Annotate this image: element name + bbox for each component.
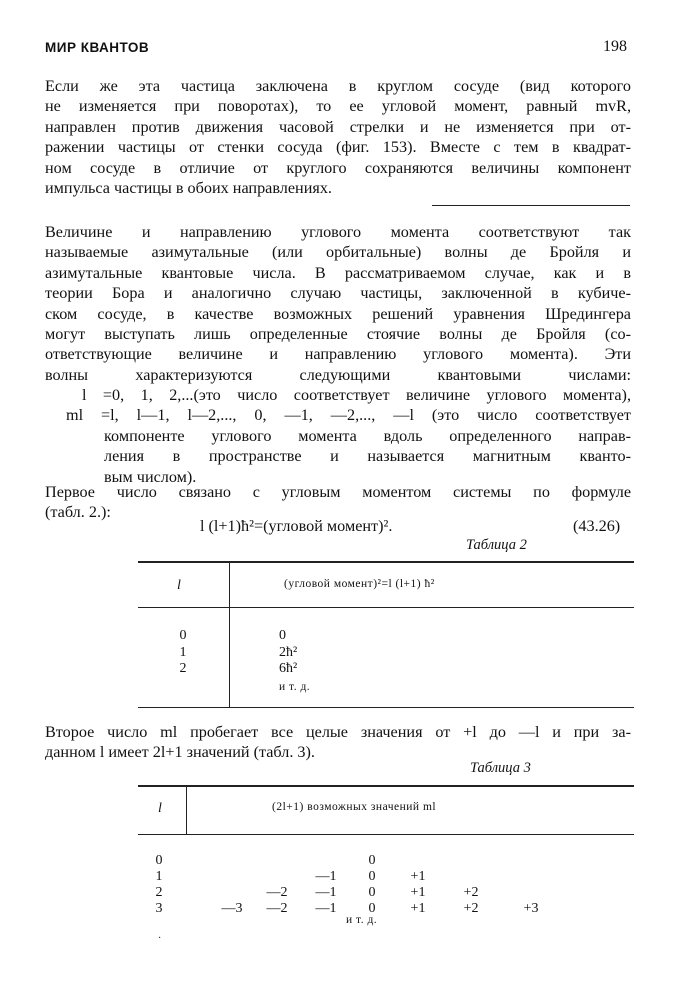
- text-line: азимутальные квантовые числа. В рассматриваемом случае, как и в: [45, 263, 631, 282]
- table-3-header-rule: [138, 834, 634, 835]
- table-cell: —2: [266, 885, 288, 900]
- text-line: волны характеризуются следующими квантовыми числами:: [45, 365, 631, 384]
- text-line: Второе число ml пробегает все целые значения от +l до —l и при за-: [45, 723, 631, 741]
- table-2-values-column: [279, 628, 310, 696]
- table-cell: 2: [155, 885, 163, 900]
- table-3-top-rule: [138, 785, 634, 787]
- table-cell: —1: [315, 885, 337, 900]
- l-definition: l =0, 1, 2,...(это число соответствует величине углового момента),: [82, 386, 631, 404]
- formula: l (l+1)ħ²=(угловой момент)².: [200, 517, 393, 535]
- section-divider: [432, 205, 630, 206]
- paragraph-2: [45, 222, 631, 385]
- table-cell: 0: [368, 885, 376, 900]
- table-cell: и т. д.: [279, 680, 311, 693]
- table-cell: +1: [410, 869, 426, 884]
- table-cell: 0: [368, 853, 376, 868]
- table-3-etc: и т. д.: [346, 914, 378, 926]
- text-line: ответствующие величине и направлению углового момента). Эти: [45, 345, 631, 364]
- text-line: ражении частицы от стенки сосуда (фиг. 153). Вместе с тем в квадрат-: [45, 138, 631, 157]
- running-title: МИР КВАНТОВ: [45, 40, 150, 55]
- table-2-bottom-rule: [138, 707, 634, 708]
- table-2-col2-header: (угловой момент)²=l (l+1) ħ²: [284, 578, 435, 590]
- table-2-l-column: [176, 628, 190, 678]
- table-3-caption: Таблица 3: [470, 760, 531, 776]
- table-cell: +1: [410, 885, 426, 900]
- paragraph-4: [45, 722, 631, 763]
- text-line: направлен против движения часовой стрелки и не изменяется при от-: [45, 117, 631, 136]
- table-2-col1-header: l: [177, 578, 181, 593]
- text-line: могут выступать лишь определенные стоячие волны де Бройля (со-: [45, 324, 631, 343]
- page-number: 198: [603, 38, 627, 55]
- ml-continuation: ления в пространстве и называется магнитным кванто-: [104, 447, 631, 466]
- table-2-caption: Таблица 2: [466, 537, 527, 553]
- table-3-col1-header: l: [158, 801, 162, 816]
- table-2-header-rule: [138, 607, 634, 608]
- table-cell: 1: [179, 644, 187, 660]
- table-3-values: [0, 853, 674, 923]
- quantum-numbers-list: [66, 385, 631, 487]
- formula-number: (43.26): [573, 517, 621, 535]
- table-cell: 0: [179, 628, 187, 643]
- table-cell: —3: [221, 901, 243, 916]
- table-cell: —1: [315, 869, 337, 884]
- table-2-top-rule: [138, 561, 634, 563]
- table-cell: 1: [155, 869, 163, 884]
- text-line: называемые азимутальные (или орбитальные) волны де Бройля и: [45, 243, 631, 262]
- ml-continuation: вым числом).: [104, 467, 197, 486]
- table-cell: 6ħ²: [279, 661, 298, 676]
- table-3-col2-header: (2l+1) возможных значений ml: [272, 801, 437, 813]
- table-3-column-rule: [186, 787, 187, 834]
- table-cell: 0: [368, 901, 376, 916]
- table-cell: +1: [410, 901, 426, 916]
- table-cell: —1: [315, 901, 337, 916]
- text-line: импульса частицы в обоих направлениях.: [45, 178, 332, 197]
- table-cell: 0: [279, 628, 286, 643]
- table-cell: +2: [463, 885, 479, 900]
- table-3-dot-mark: ·: [158, 933, 162, 944]
- table-cell: 0: [368, 869, 376, 884]
- text-line: не изменяется при поворотах), то ее угловой момент, равный mvR,: [45, 97, 631, 116]
- ml-definition: ml =l, l—1, l—2,..., 0, —1, —2,..., —l (это число соответствует: [66, 406, 631, 425]
- table-cell: +2: [463, 901, 479, 916]
- table-cell: —2: [266, 901, 288, 916]
- text-line: Первое число связано с угловым моментом системы по формуле: [45, 483, 631, 501]
- table-cell: +3: [523, 901, 539, 916]
- text-line: Если же эта частица заключена в круглом сосуде (вид которого: [45, 77, 631, 95]
- paragraph-1: [45, 76, 631, 198]
- text-line: (табл. 2.):: [45, 503, 111, 522]
- table-cell: 2ħ²: [279, 644, 298, 660]
- ml-continuation: компоненте углового момента вдоль определенного направ-: [104, 426, 631, 445]
- table-2-column-rule: [229, 563, 230, 707]
- text-line: ском сосуде, в качестве возможных решений уравнения Шредингера: [45, 304, 631, 323]
- text-line: ном сосуде в отличие от круглого сохраняются величины компонент: [45, 158, 631, 177]
- text-line: теории Бора и аналогично случаю частицы, заключенной в кубиче-: [45, 284, 631, 303]
- text-line: Величине и направлению углового момента соответствуют так: [45, 223, 631, 241]
- table-cell: 2: [179, 661, 187, 676]
- text-line: данном l имеет 2l+1 значений (табл. 3).: [45, 743, 315, 762]
- table-cell: 3: [155, 901, 163, 916]
- table-cell: 0: [155, 853, 163, 868]
